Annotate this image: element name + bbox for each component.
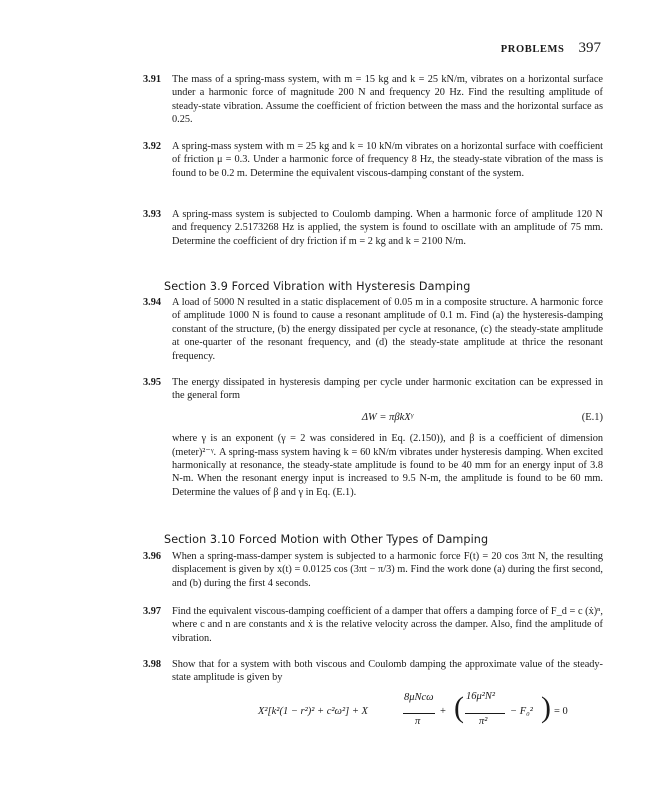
amplitude-equation — [258, 689, 588, 739]
equation-term-main: X²[k²(1 − r²)² + c²ω²] + X — [258, 706, 368, 717]
problem-3-91 — [143, 73, 603, 127]
problem-text: A load of 5000 N resulted in a static displacement of 0.05 m in a composite structure. A harmonic force of amplitude 1000 N is found to cause a resonant amplitude of 0.1 m. Find (a) the hysteresis-damping constant of the structure, (b) the energy dissipated per cycle at resonance, (c) the steady-state amplitude at one-quarter of the resonant frequency, and (d) the steady-state amplitude at thrice the resonant frequency. — [172, 297, 603, 362]
section-heading-3-10: Section 3.10 Forced Motion with Other Types of Damping — [164, 533, 489, 546]
page-number: 397 — [578, 40, 601, 56]
problem-text-body: where γ is an exponent (γ = 2 was considered in Eq. (2.150)), and β is a coefficient of dimension (meter)²⁻ᵞ. A spring-mass system having k = 60 kN/m vibrates under hysteresis damping. When excited harmonically at resonance, the steady-state amplitude is found to be 40 mm for an energy input of 3.8 N-m. When the resonant energy input is increased to 9.5 N-m, the amplitude is found to be 60 mm. Determine the values of β and γ in Eq. (E.1). — [172, 433, 603, 498]
problem-text: Show that for a system with both viscous and Coulomb damping the approximate value of the steady-state amplitude is given by — [172, 659, 603, 684]
fraction-1-numerator: 8μNcω — [404, 692, 434, 703]
problem-number: 3.98 — [143, 659, 162, 670]
problem-3-96 — [143, 550, 603, 590]
fraction-2-denominator: π² — [479, 716, 488, 727]
equation-e1 — [172, 411, 603, 424]
equals-zero: = 0 — [554, 706, 568, 717]
left-paren: ( — [454, 691, 464, 724]
problem-text: The mass of a spring-mass system, with m = 15 kg and k = 25 kN/m, vibrates on a horizontal surface under a harmonic force of magnitude 200 N and frequency 20 Hz. Find the resulting amplitude of steady-state vibration. Assume the coefficient of friction between the mass and the horizontal surface as 0.25. — [172, 74, 603, 126]
problem-number: 3.94 — [143, 297, 162, 308]
fraction-2-bar — [465, 713, 505, 714]
problem-number: 3.97 — [143, 606, 162, 617]
problem-3-97 — [143, 605, 603, 645]
problem-text: A spring-mass system with m = 25 kg and k = 10 kN/m vibrates on a horizontal surface with coefficient of friction μ = 0.3. Under a harmonic force of frequency 8 Hz, the steady-state vibration of the mass is found to be 0.2 m. Determine the equivalent viscous-damping constant of the system. — [172, 141, 603, 179]
fraction-1-bar — [403, 713, 435, 714]
problem-3-95 — [143, 376, 603, 499]
problem-text: Find the equivalent viscous-damping coefficient of a damper that offers a damping force of F_d = c (ẋ)ⁿ, where c and n are constants and ẋ is the relative velocity across the damper. Also, find the amplitude of vibration. — [172, 606, 603, 644]
problem-number: 3.96 — [143, 551, 162, 562]
problem-number: 3.92 — [143, 141, 162, 152]
problem-number: 3.95 — [143, 377, 162, 388]
problem-number: 3.91 — [143, 74, 162, 85]
problem-text: A spring-mass system is subjected to Coulomb damping. When a harmonic force of amplitude 120 N and frequency 2.5173268 Hz is applied, the system is found to oscillate with an amplitude of 75 mm. Determine the coefficient of dry friction if m = 2 kg and k = 2100 N/m. — [172, 209, 603, 247]
force-term: − F₀² — [510, 706, 533, 717]
problem-3-92 — [143, 140, 603, 180]
right-paren: ) — [541, 691, 551, 724]
equation-body: ΔW = πβkXᵞ — [361, 411, 414, 423]
equation-label: (E.1) — [581, 411, 603, 423]
problem-number: 3.93 — [143, 209, 162, 220]
fraction-1-denominator: π — [415, 716, 421, 727]
problem-3-98 — [143, 658, 603, 685]
section-heading-3-9: Section 3.9 Forced Vibration with Hysteresis Damping — [164, 280, 471, 293]
fraction-2-numerator: 16μ²N² — [466, 691, 496, 702]
problem-text: When a spring-mass-damper system is subjected to a harmonic force F(t) = 20 cos 3πt N, the resulting displacement is given by x(t) = 0.0125 cos (3πt − π/3) m. Find the work done (a) during the first second, and (b) during the first 4 seconds. — [172, 551, 603, 589]
problem-3-93 — [143, 208, 603, 248]
problem-text-intro: The energy dissipated in hysteresis damping per cycle under harmonic excitation can be expressed in the general form — [172, 377, 603, 402]
running-head-title: PROBLEMS — [500, 44, 565, 55]
running-head — [501, 40, 601, 57]
plus-sign: + — [440, 706, 446, 717]
problem-3-94 — [143, 296, 603, 363]
